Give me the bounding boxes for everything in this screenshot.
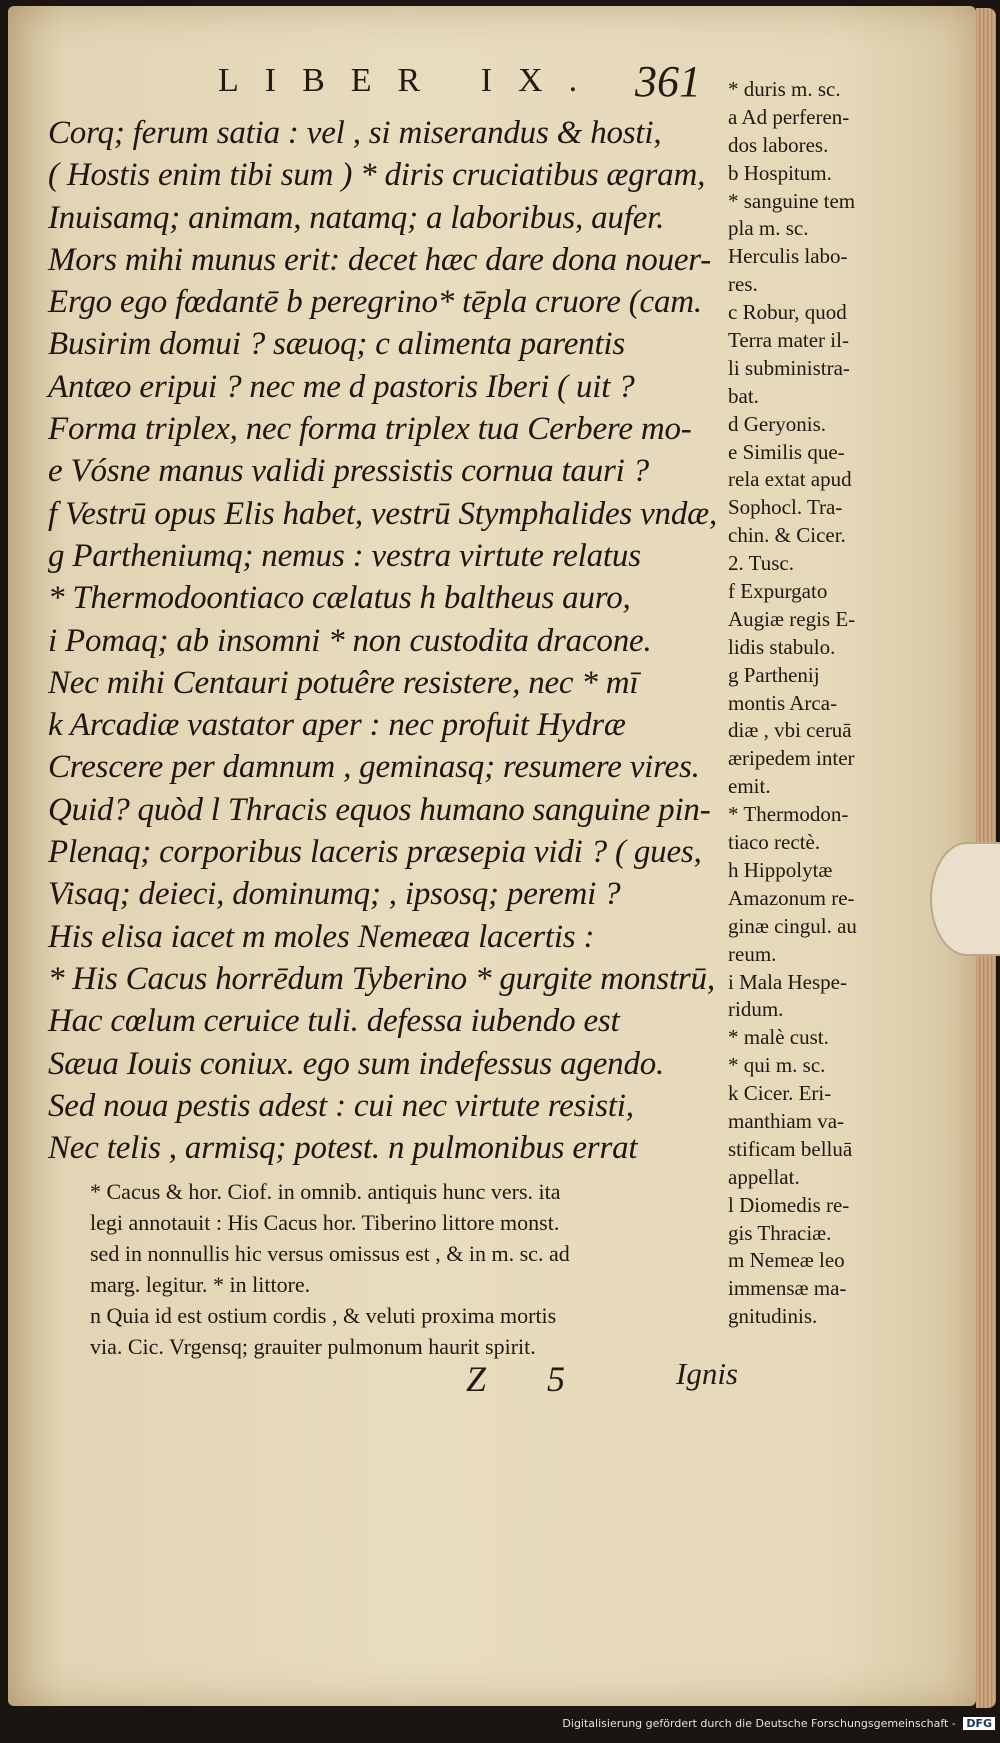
margin-note-line: pla m. sc.	[728, 216, 809, 241]
margin-note-line: gnitudinis.	[728, 1304, 818, 1329]
margin-note-line: * duris m. sc.	[728, 77, 841, 101]
footnote-line: legi annotauit : His Cacus hor. Tiberino littore monst.	[90, 1210, 560, 1235]
verse-line: ( Hostis enim tibi sum ) * diris cruciatibus ægram,	[48, 157, 706, 194]
signature-mark: Z 5	[466, 1359, 592, 1399]
verse-line: g Partheniumq; nemus : vestra virtute relatus	[48, 537, 641, 574]
verse-line: Hac cœlum ceruice tuli. defessa iubendo est	[48, 1003, 620, 1040]
margin-note-line: * qui m. sc.	[728, 1053, 826, 1078]
margin-note-line: i Mala Hespe-	[728, 969, 847, 994]
verse-line: * Thermodoontiaco cælatus h baltheus auro,	[48, 580, 631, 617]
running-head: LIBER IX.	[218, 62, 604, 99]
margin-note-line: Herculis labo-	[728, 244, 848, 269]
footnote-line: n Quia id est ostium cordis , & veluti proxima mortis	[90, 1303, 557, 1328]
margin-note-line: h Hippolytæ	[728, 857, 833, 882]
verse-line: Nec mihi Centauri potuêre resistere, nec * mī	[48, 664, 639, 701]
thumb-tab	[930, 842, 1000, 956]
footnote-line: sed in nonnullis hic versus omissus est , & in m. sc. ad	[90, 1241, 570, 1266]
margin-note-line: manthiam va-	[728, 1108, 845, 1133]
margin-note-line: reum.	[728, 941, 777, 966]
margin-note-line: diæ , vbi ceruā	[728, 718, 852, 743]
margin-notes	[728, 76, 928, 1331]
dfg-logo: DFG	[963, 1717, 995, 1730]
margin-note-line: * Thermodon-	[728, 802, 849, 827]
verse-line: f Vestrū opus Elis habet, vestrū Stymphalides vndæ,	[48, 495, 717, 532]
margin-note-line: æripedem inter	[728, 746, 855, 771]
margin-note-line: Augiæ regis E-	[728, 606, 856, 631]
catchword: Ignis	[676, 1356, 738, 1391]
verse-line: Ergo ego fœdantē b peregrino* tēpla cruore (cam.	[48, 284, 702, 321]
verse-line: k Arcadiæ vastator aper : nec profuit Hydræ	[48, 707, 626, 744]
margin-note-line: b Hospitum.	[728, 160, 832, 185]
margin-note-line: tiaco rectè.	[728, 830, 821, 855]
verse-line: Mors mihi munus erit: decet hæc dare dona nouer-	[48, 241, 712, 278]
verse-line: Plenaq; corporibus laceris præsepia vidi ? ( gues,	[48, 834, 702, 871]
verse-line: His elisa iacet m moles Nemeæa lacertis :	[48, 918, 595, 955]
margin-note-line: stificam belluā	[728, 1136, 853, 1161]
verse-line: Forma triplex, nec forma triplex tua Cerbere mo-	[48, 411, 692, 448]
margin-note-line: res.	[728, 272, 758, 297]
margin-note-line: * malè cust.	[728, 1025, 829, 1050]
verse-line: Antæo eripui ? nec me d pastoris Iberi ( uit ?	[48, 368, 635, 405]
margin-note-line: ginæ cingul. au	[728, 913, 857, 938]
margin-note-line: montis Arca-	[728, 690, 838, 715]
footnotes	[90, 1176, 730, 1362]
margin-note-line: a Ad perferen-	[728, 104, 850, 129]
footnote-line: marg. legitur. * in littore.	[90, 1272, 311, 1297]
margin-note-line: emit.	[728, 774, 771, 799]
verse-line: Quid? quòd l Thracis equos humano sanguine pin-	[48, 791, 711, 828]
verse-line: Sed noua pestis adest : cui nec virtute resisti,	[48, 1087, 634, 1124]
verse-line: Corq; ferum satia : vel , si miserandus & hosti,	[48, 115, 662, 151]
footnote-line: via. Cic. Vrgensq; grauiter pulmonum haurit spirit.	[90, 1334, 536, 1359]
margin-note-line: m Nemeæ leo	[728, 1248, 845, 1273]
verse-line: Crescere per damnum , geminasq; resumere vires.	[48, 749, 700, 786]
verse-line: Visaq; deieci, dominumq; , ipsosq; peremi ?	[48, 876, 621, 913]
margin-note-line: lidis stabulo.	[728, 634, 836, 659]
digitization-credit-bar	[555, 1717, 995, 1737]
margin-note-line: g Parthenij	[728, 662, 820, 687]
verse-line: i Pomaq; ab insomni * non custodita dracone.	[48, 622, 652, 659]
margin-note-line: immensæ ma-	[728, 1276, 847, 1301]
margin-note-line: 2. Tusc.	[728, 551, 794, 576]
margin-note-line: k Cicer. Eri-	[728, 1081, 832, 1106]
margin-note-line: chin. & Cicer.	[728, 523, 846, 548]
margin-note-line: ridum.	[728, 997, 784, 1022]
margin-note-line: bat.	[728, 383, 759, 408]
margin-note-line: li subministra-	[728, 355, 850, 380]
verse-line: Sæua Iouis coniux. ego sum indefessus agendo.	[48, 1045, 665, 1082]
margin-note-line: d Geryonis.	[728, 411, 826, 436]
margin-note-line: l Diomedis re-	[728, 1192, 850, 1217]
verse-text	[48, 112, 738, 1169]
margin-note-line: appellat.	[728, 1164, 800, 1189]
verse-line: Nec telis , armisq; potest. n pulmonibus errat	[48, 1130, 638, 1167]
verse-line: Busirim domui ? sæuoq; c alimenta parentis	[48, 326, 626, 363]
margin-note-line: dos labores.	[728, 132, 829, 157]
margin-note-line: e Similis que-	[728, 439, 845, 464]
margin-note-line: Amazonum re-	[728, 885, 855, 910]
margin-note-line: f Expurgato	[728, 579, 828, 604]
digitization-credit: Digitalisierung gefördert durch die Deutsche Forschungsgemeinschaft -	[562, 1717, 956, 1730]
page-number: 361	[635, 57, 701, 106]
verse-line: e Vósne manus validi pressistis cornua tauri ?	[48, 453, 649, 490]
margin-note-line: Sophocl. Tra-	[728, 495, 843, 520]
verse-line: * His Cacus horrēdum Tyberino * gurgite monstrū,	[48, 960, 715, 997]
footnote-line: * Cacus & hor. Ciof. in omnib. antiquis hunc vers. ita	[90, 1179, 561, 1204]
margin-note-line: gis Thraciæ.	[728, 1220, 832, 1245]
margin-note-line: rela extat apud	[728, 467, 852, 492]
page-header	[0, 57, 760, 112]
margin-note-line: * sanguine tem	[728, 188, 856, 213]
margin-note-line: Terra mater il-	[728, 328, 849, 353]
margin-note-line: c Robur, quod	[728, 300, 847, 325]
verse-line: Inuisamq; animam, natamq; a laboribus, aufer.	[48, 199, 665, 236]
